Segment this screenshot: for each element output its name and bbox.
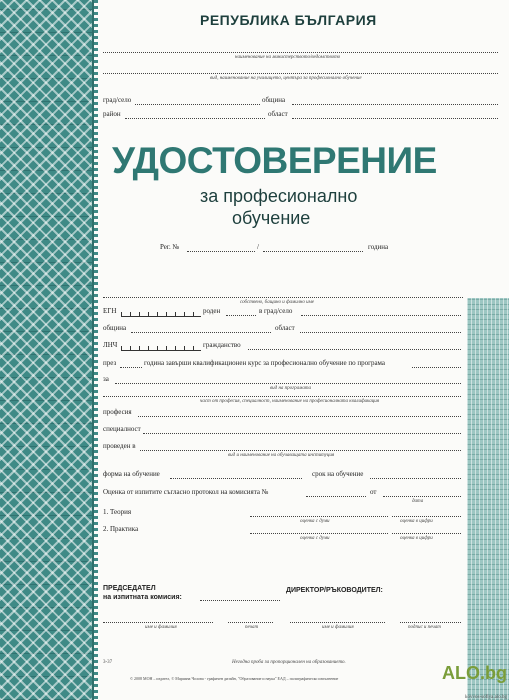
protocol-date-line xyxy=(383,496,461,497)
practice-words-caption: оценка с думи xyxy=(300,536,330,541)
practice-digits-caption: оценка в цифри xyxy=(400,536,433,541)
reg-date-line xyxy=(263,251,363,252)
signature-caption: подпис и печат xyxy=(408,625,441,630)
alo-logo-watermark: ALO.bg xyxy=(442,663,507,683)
document-title: УДОСТОВЕРЕНИЕ xyxy=(112,140,437,181)
seal-line xyxy=(228,622,273,623)
region-label: район xyxy=(103,110,121,118)
city-label: град/село xyxy=(103,96,132,104)
form-line xyxy=(170,478,302,479)
theory-digits-line xyxy=(392,516,461,517)
specialty-label: специалност xyxy=(103,425,141,433)
grades-heading: Оценка от изпитите съгласно протокол на комисията № xyxy=(103,488,269,496)
egn-label: ЕГН xyxy=(103,307,117,315)
chair-name-line xyxy=(103,622,213,623)
decorative-right-border xyxy=(467,298,509,700)
born-line xyxy=(226,315,256,316)
district-line xyxy=(292,118,498,119)
held-in-line xyxy=(140,450,461,451)
chair-title: ПРЕДСЕДАТЕЛ xyxy=(103,585,156,592)
reg-no-line xyxy=(187,251,255,252)
for-label: за xyxy=(103,375,109,383)
duration-line xyxy=(370,478,461,479)
ministry-line xyxy=(103,52,498,53)
born-in-label: в град/село xyxy=(259,307,293,315)
practice-digits-line xyxy=(392,533,461,534)
region-line xyxy=(125,118,265,119)
citizenship-label: гражданство xyxy=(203,341,241,349)
institution-line xyxy=(103,73,498,74)
lnch-boxes xyxy=(121,342,201,351)
program-line-a xyxy=(412,367,461,368)
form-code: 3-37 xyxy=(103,660,113,665)
district-label: област xyxy=(268,110,288,118)
date-caption: дата xyxy=(412,499,424,504)
district2-label: област xyxy=(275,324,295,332)
from-label: от xyxy=(370,488,377,496)
program-caption: вид на програмата xyxy=(270,386,311,391)
theory-digits-caption: оценка в цифри xyxy=(400,519,433,524)
document-subtitle-line1: за професионално xyxy=(200,186,358,206)
chair-name-caption: име и фамилия xyxy=(145,625,177,630)
chair-subtitle: на изпитната комисия: xyxy=(103,594,182,601)
director-name-line xyxy=(290,622,385,623)
holder-name-caption: собствено, бащино и фамилно име xyxy=(240,300,315,305)
director-name-caption: име и фамилия xyxy=(322,625,354,630)
municipality-line xyxy=(292,104,498,105)
form-label: форма на обучение xyxy=(103,470,160,478)
through-line xyxy=(120,367,142,368)
egn-boxes xyxy=(121,308,201,317)
chair-sign-line xyxy=(200,600,280,601)
for-line xyxy=(115,383,461,384)
holder-name-line xyxy=(103,297,463,298)
profession-area-caption: част от професия, специалност, наименование на професионалната квалификация xyxy=(200,399,380,404)
publisher-note: © 2008 МОН – издател, © Мариана Чолова - графичен дизайн, "Образование и наука" ЕАД – полиграфическо изпълнение xyxy=(130,676,339,681)
theory-words-caption: оценка с думи xyxy=(300,519,330,524)
born-label: роден xyxy=(203,307,221,315)
specialty-line xyxy=(143,433,461,434)
country-heading: РЕПУБЛИКА БЪЛГАРИЯ xyxy=(200,12,377,28)
district2-line xyxy=(300,332,461,333)
city-line xyxy=(135,104,260,105)
completed-text: година завърши квалификационен курс за професионално обучение по програма xyxy=(144,359,386,367)
profession-label: професия xyxy=(103,408,132,416)
reg-year-label: година xyxy=(368,243,389,251)
municipality2-line xyxy=(131,332,271,333)
municipality-label: община xyxy=(262,96,286,104)
reg-no-label: Рег. № xyxy=(160,243,180,251)
municipality2-label: община xyxy=(103,324,127,332)
practice-words-line xyxy=(250,533,388,534)
director-title: ДИРЕКТОР/РЪКОВОДИТЕЛ: xyxy=(286,587,383,594)
institution2-caption: вид и наименование на обучаващата институция xyxy=(228,453,335,458)
reg-slash: / xyxy=(257,243,259,251)
lnch-label: ЛНЧ xyxy=(103,341,118,349)
decorative-left-border xyxy=(0,0,94,700)
held-in-label: проведен в xyxy=(103,442,136,450)
through-label: през xyxy=(103,359,117,367)
profession-area-line xyxy=(103,396,461,397)
institution-caption: вид, наименование на училището, центъра за професионално обучение xyxy=(210,76,362,81)
seal-caption: печат xyxy=(245,625,259,630)
footer-note: Негодна проба за пропорционален на образованието. xyxy=(232,660,346,665)
duration-label: срок на обучение xyxy=(312,470,364,478)
director-sign-line xyxy=(400,622,461,623)
protocol-no-line xyxy=(306,496,366,497)
theory-label: 1. Теория xyxy=(103,508,132,516)
citizenship-line xyxy=(248,349,461,350)
profession-line xyxy=(138,416,461,417)
practice-label: 2. Практика xyxy=(103,525,139,533)
ministry-caption: наименование на министерството/ведомството xyxy=(235,55,341,60)
watermark-url: kovvos-sofiya.alo.bg xyxy=(465,695,507,700)
theory-words-line xyxy=(250,516,388,517)
born-in-line xyxy=(301,315,461,316)
document-subtitle-line2: обучение xyxy=(232,208,311,228)
